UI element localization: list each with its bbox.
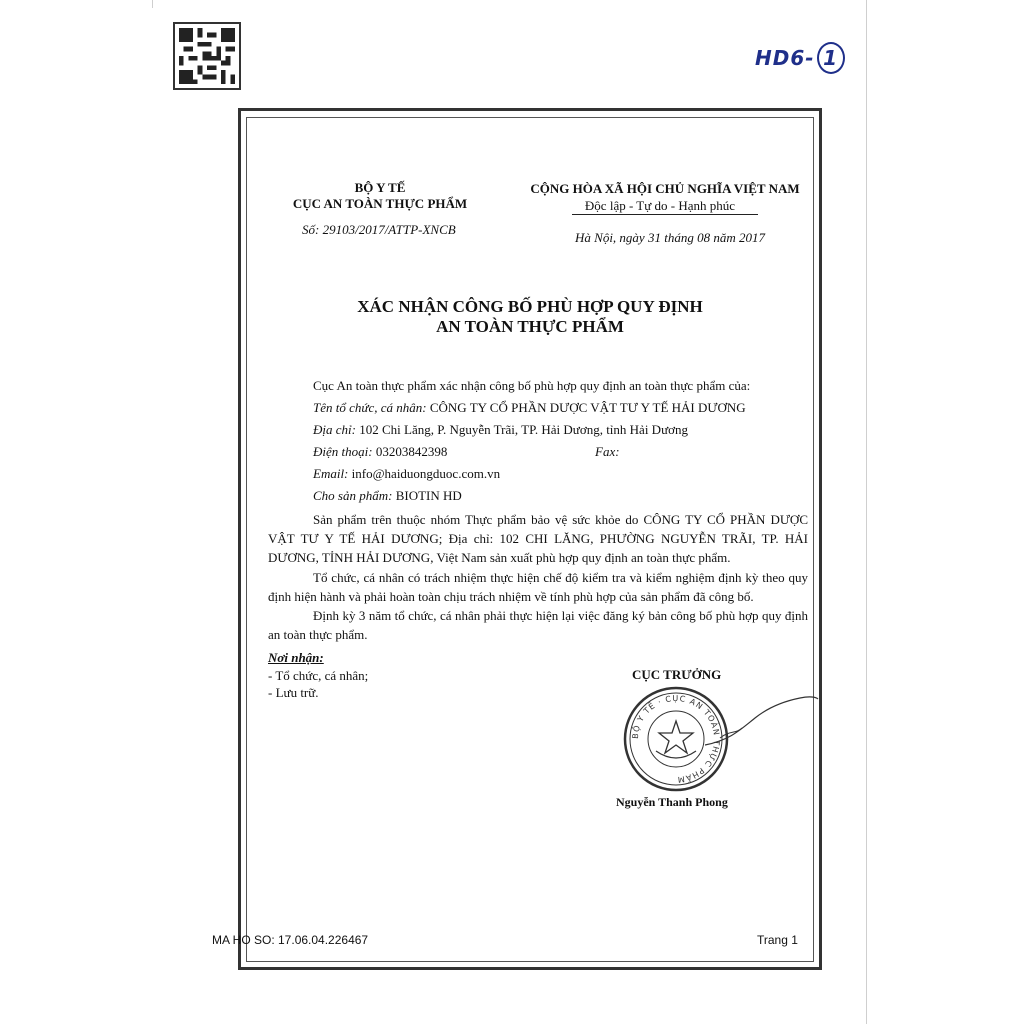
- product-value: BIOTIN HD: [395, 488, 462, 503]
- handwritten-note: [755, 42, 845, 74]
- document-title-line1: XÁC NHẬN CÔNG BỐ PHÙ HỢP QUY ĐỊNH: [357, 297, 703, 316]
- recipient-item: - Tổ chức, cá nhân;: [268, 668, 369, 683]
- signer-name: Nguyễn Thanh Phong: [616, 795, 728, 809]
- republic-title: CỘNG HÒA XÃ HỘI CHỦ NGHĨA VIỆT NAM: [530, 181, 800, 196]
- qr-code-icon: [179, 28, 235, 84]
- handwritten-note-circled: 1: [817, 42, 845, 74]
- agency-ministry: BỘ Y TẾ: [354, 180, 406, 195]
- email-label: Email:: [313, 466, 349, 481]
- scan-edge-right: [866, 0, 867, 1024]
- phone-label: Điện thoại:: [313, 444, 373, 459]
- phone-value: 03203842398: [375, 444, 448, 459]
- intro-text: Cục An toàn thực phẩm xác nhận công bố phù hợp quy định an toàn thực phẩm của:: [313, 378, 751, 393]
- org-value: CÔNG TY CỔ PHẦN DƯỢC VẬT TƯ Y TẾ HẢI DƯƠNG: [429, 400, 746, 415]
- email-value: info@haiduongduoc.com.vn: [351, 466, 501, 481]
- recipients-list: [268, 667, 368, 701]
- address-label: Địa chỉ:: [313, 422, 356, 437]
- product-label: Cho sản phẩm:: [313, 488, 393, 503]
- place-date: Hà Nội, ngày 31 tháng 08 năm 2017: [575, 230, 765, 245]
- handwritten-note-prefix: HD6-: [755, 46, 815, 70]
- document-title-line2: AN TOÀN THỰC PHẨM: [436, 317, 624, 336]
- seal-text: BỘ Y TẾ · CỤC AN TOÀN THỰC PHẨM: [630, 693, 722, 785]
- scan-edge-left: [152, 0, 153, 8]
- signature-icon: [700, 690, 820, 760]
- paragraph-responsibility: Tổ chức, cá nhân có trách nhiệm thực hiện chế độ kiểm tra và kiểm nghiệm định kỳ theo quy định hiện hành và phải hoàn toàn chịu trách nhiệm về tính phù hợp của sản phẩm đã công bố.: [268, 570, 808, 604]
- product-row: [313, 488, 462, 504]
- agency-department: CỤC AN TOÀN THỰC PHẨM: [292, 196, 468, 211]
- recipients-title: Nơi nhận:: [268, 650, 324, 665]
- paragraph-product-group: Sản phẩm trên thuộc nhóm Thực phẩm bảo vệ sức khỏe do CÔNG TY CỔ PHẦN DƯỢC VẬT TƯ Y TẾ HẢI DƯƠNG; Địa chỉ: 102 CHI LĂNG, PHƯỜNG NGUYỄN TRÃI, TP. HẢI DƯƠNG, TỈNH HẢI DƯƠNG, Việt Nam sản xuất phù hợp quy định an toàn thực phẩm.: [268, 512, 808, 565]
- phone-row: [313, 444, 447, 460]
- signer-title: CỤC TRƯỞNG: [632, 667, 722, 682]
- dossier-code: MA HO SO: 17.06.04.226467: [212, 933, 369, 947]
- org-row: [313, 400, 746, 416]
- recipient-item: - Lưu trữ.: [268, 685, 319, 700]
- email-row: [313, 466, 500, 482]
- fax-label: Fax:: [595, 444, 620, 459]
- qr-code: [173, 22, 241, 90]
- address-row: [313, 422, 688, 438]
- national-motto: Độc lập - Tự do - Hạnh phúc: [584, 198, 736, 213]
- paragraph-renewal: Định kỳ 3 năm tổ chức, cá nhân phải thực hiện lại việc đăng ký bản công bố phù hợp quy định an toàn thực phẩm.: [268, 608, 808, 642]
- address-value: 102 Chi Lăng, P. Nguyễn Trãi, TP. Hải Dương, tỉnh Hải Dương: [359, 422, 688, 437]
- reference-number-text: Số: 29103/2017/ATTP-XNCB: [302, 222, 456, 237]
- reference-number: [302, 222, 456, 238]
- motto-underline: [572, 214, 758, 215]
- page-number: Trang 1: [757, 933, 798, 947]
- org-label: Tên tổ chức, cá nhân:: [313, 400, 427, 415]
